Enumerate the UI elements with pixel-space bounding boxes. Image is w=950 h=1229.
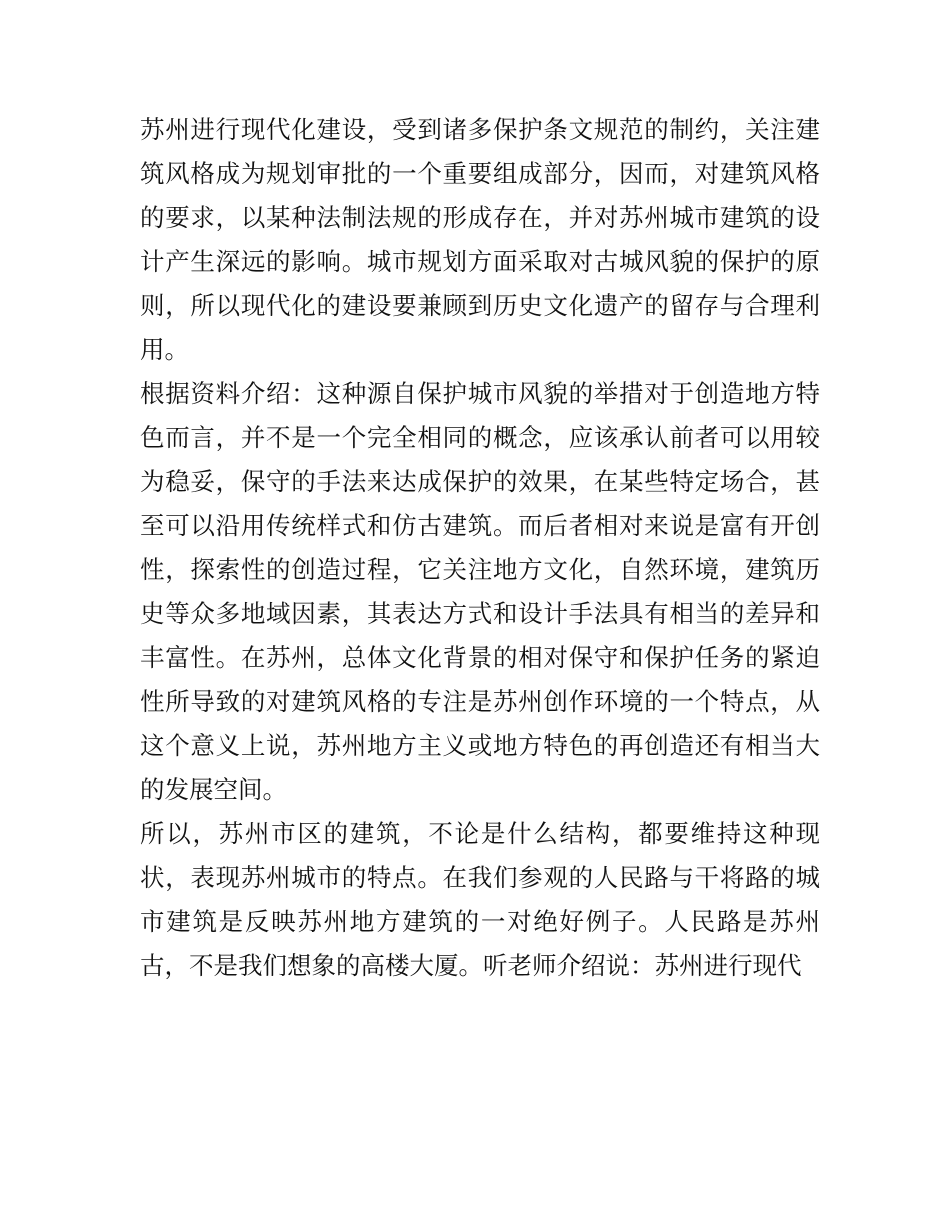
paragraph-1: 苏州进行现代化建设，受到诸多保护条文规范的制约，关注建筑风格成为规划审批的一个重要组成部分，因而，对建筑风格的要求，以某种法制法规的形成存在，并对苏州城市建筑的设计产生深远的影响。城市规划方面采取对古城风貌的保护的原则，所以现代化的建设要兼顾到历史文化遗产的留存与合理利用。 — [140, 115, 820, 364]
paragraph-3: 所以，苏州市区的建筑，不论是什么结构，都要维持这种现状，表现苏州城市的特点。在我们参观的人民路与干将路的城市建筑是反映苏州地方建筑的一对绝好例子。人民路是苏州古，不是我们想象的高楼大厦。听老师介绍说：苏州进行现代 — [140, 819, 820, 980]
paragraph-2: 根据资料介绍：这种源自保护城市风貌的举措对于创造地方特色而言，并不是一个完全相同的概念，应该承认前者可以用较为稳妥，保守的手法来达成保护的效果，在某些特定场合，甚至可以沿用传统样式和仿古建筑。而后者相对来说是富有开创性，探索性的创造过程，它关注地方文化，自然环境，建筑历史等众多地域因素，其表达方式和设计手法具有相当的差异和丰富性。在苏州，总体文化背景的相对保守和保护任务的紧迫性所导致的对建筑风格的专注是苏州创作环境的一个特点，从这个意义上说，苏州地方主义或地方特色的再创造还有相当大的发展空间。 — [140, 379, 820, 804]
document-body — [140, 108, 820, 988]
